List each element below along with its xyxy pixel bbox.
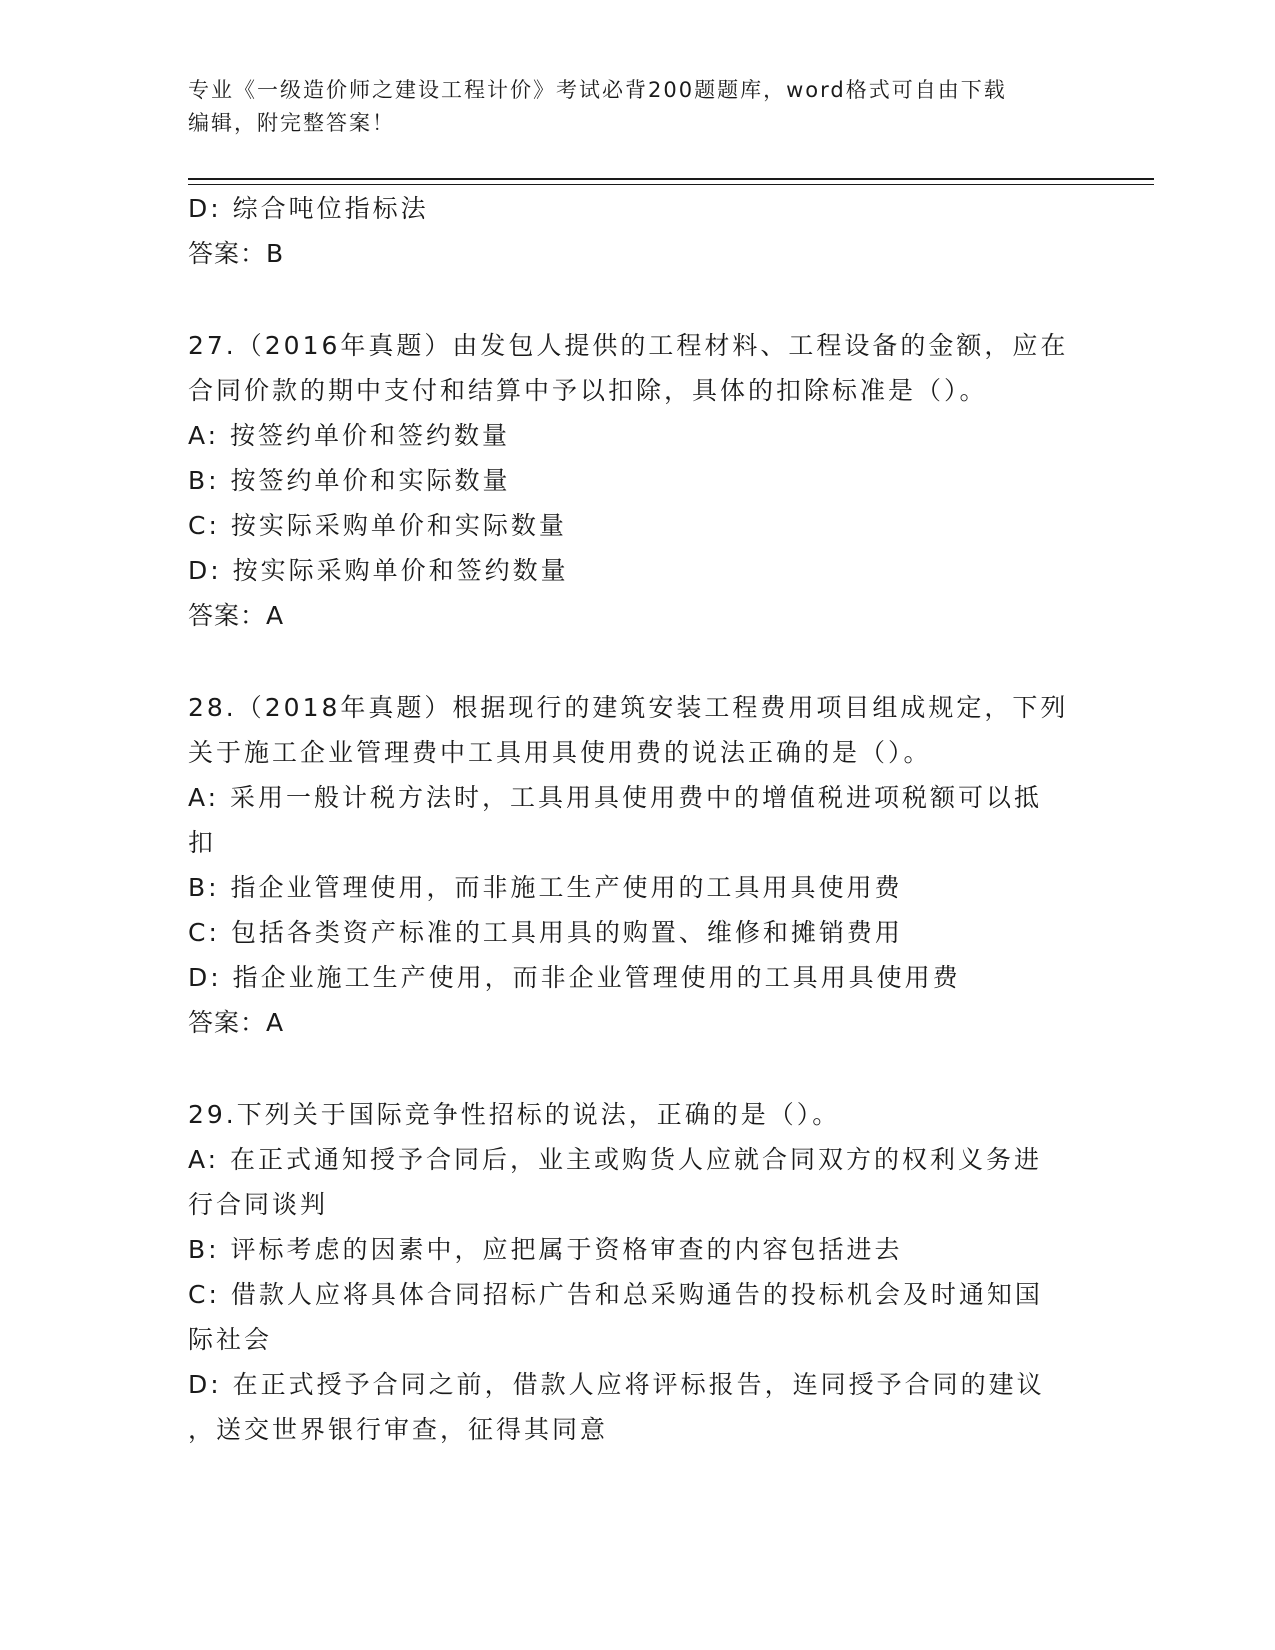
q27-answer: 答案：A bbox=[188, 601, 285, 630]
header-divider-thick bbox=[188, 178, 1154, 180]
q28-option-a-line-2: 扣 bbox=[188, 828, 217, 857]
q28-stem-line-1: 28.（2018年真题）根据现行的建筑安装工程费用项目组成规定，下列 bbox=[188, 693, 1069, 722]
q27-option-a: A: 按签约单价和签约数量 bbox=[188, 421, 511, 450]
q28-option-a-line-1: A: 采用一般计税方法时，工具用具使用费中的增值税进项税额可以抵 bbox=[188, 783, 1043, 812]
question-26-tail bbox=[188, 186, 1088, 276]
q28-answer: 答案：A bbox=[188, 1008, 285, 1037]
q27-option-c: C: 按实际采购单价和实际数量 bbox=[188, 511, 567, 540]
header-line-1: 专业《一级造价师之建设工程计价》考试必背200题题库，word格式可自由下载 bbox=[188, 78, 1007, 102]
q26-answer: 答案：B bbox=[188, 239, 285, 268]
q28-option-c: C: 包括各类资产标准的工具用具的购置、维修和摊销费用 bbox=[188, 918, 903, 947]
question-content bbox=[188, 186, 1088, 1452]
q29-stem-line-1: 29.下列关于国际竞争性招标的说法，正确的是（）。 bbox=[188, 1100, 841, 1129]
spacer bbox=[188, 276, 1088, 323]
question-27 bbox=[188, 323, 1088, 638]
q27-stem-line-2: 合同价款的期中支付和结算中予以扣除，具体的扣除标准是（）。 bbox=[188, 376, 988, 405]
q26-option-d: D: 综合吨位指标法 bbox=[188, 194, 429, 223]
q29-option-b: B: 评标考虑的因素中，应把属于资格审查的内容包括进去 bbox=[188, 1235, 903, 1264]
q27-option-b: B: 按签约单价和实际数量 bbox=[188, 466, 511, 495]
header-line-2: 编辑，附完整答案！ bbox=[188, 111, 395, 135]
q28-option-d: D: 指企业施工生产使用，而非企业管理使用的工具用具使用费 bbox=[188, 963, 961, 992]
q29-option-c-line-2: 际社会 bbox=[188, 1325, 273, 1354]
page-header bbox=[188, 74, 1088, 140]
spacer bbox=[188, 1045, 1088, 1092]
q28-stem-line-2: 关于施工企业管理费中工具用具使用费的说法正确的是（）。 bbox=[188, 738, 932, 767]
header-divider-thin bbox=[188, 184, 1154, 185]
spacer bbox=[188, 638, 1088, 685]
q27-stem-line-1: 27.（2016年真题）由发包人提供的工程材料、工程设备的金额，应在 bbox=[188, 331, 1069, 360]
q29-option-a-line-1: A: 在正式通知授予合同后，业主或购货人应就合同双方的权利义务进 bbox=[188, 1145, 1043, 1174]
q28-option-b: B: 指企业管理使用，而非施工生产使用的工具用具使用费 bbox=[188, 873, 903, 902]
q29-option-d-line-1: D: 在正式授予合同之前，借款人应将评标报告，连同授予合同的建议 bbox=[188, 1370, 1045, 1399]
q29-option-a-line-2: 行合同谈判 bbox=[188, 1190, 329, 1219]
q27-option-d: D: 按实际采购单价和签约数量 bbox=[188, 556, 569, 585]
question-29 bbox=[188, 1092, 1088, 1452]
question-28 bbox=[188, 685, 1088, 1045]
q29-option-c-line-1: C: 借款人应将具体合同招标广告和总采购通告的投标机会及时通知国 bbox=[188, 1280, 1043, 1309]
q29-option-d-line-2: ，送交世界银行审查，征得其同意 bbox=[188, 1415, 609, 1444]
